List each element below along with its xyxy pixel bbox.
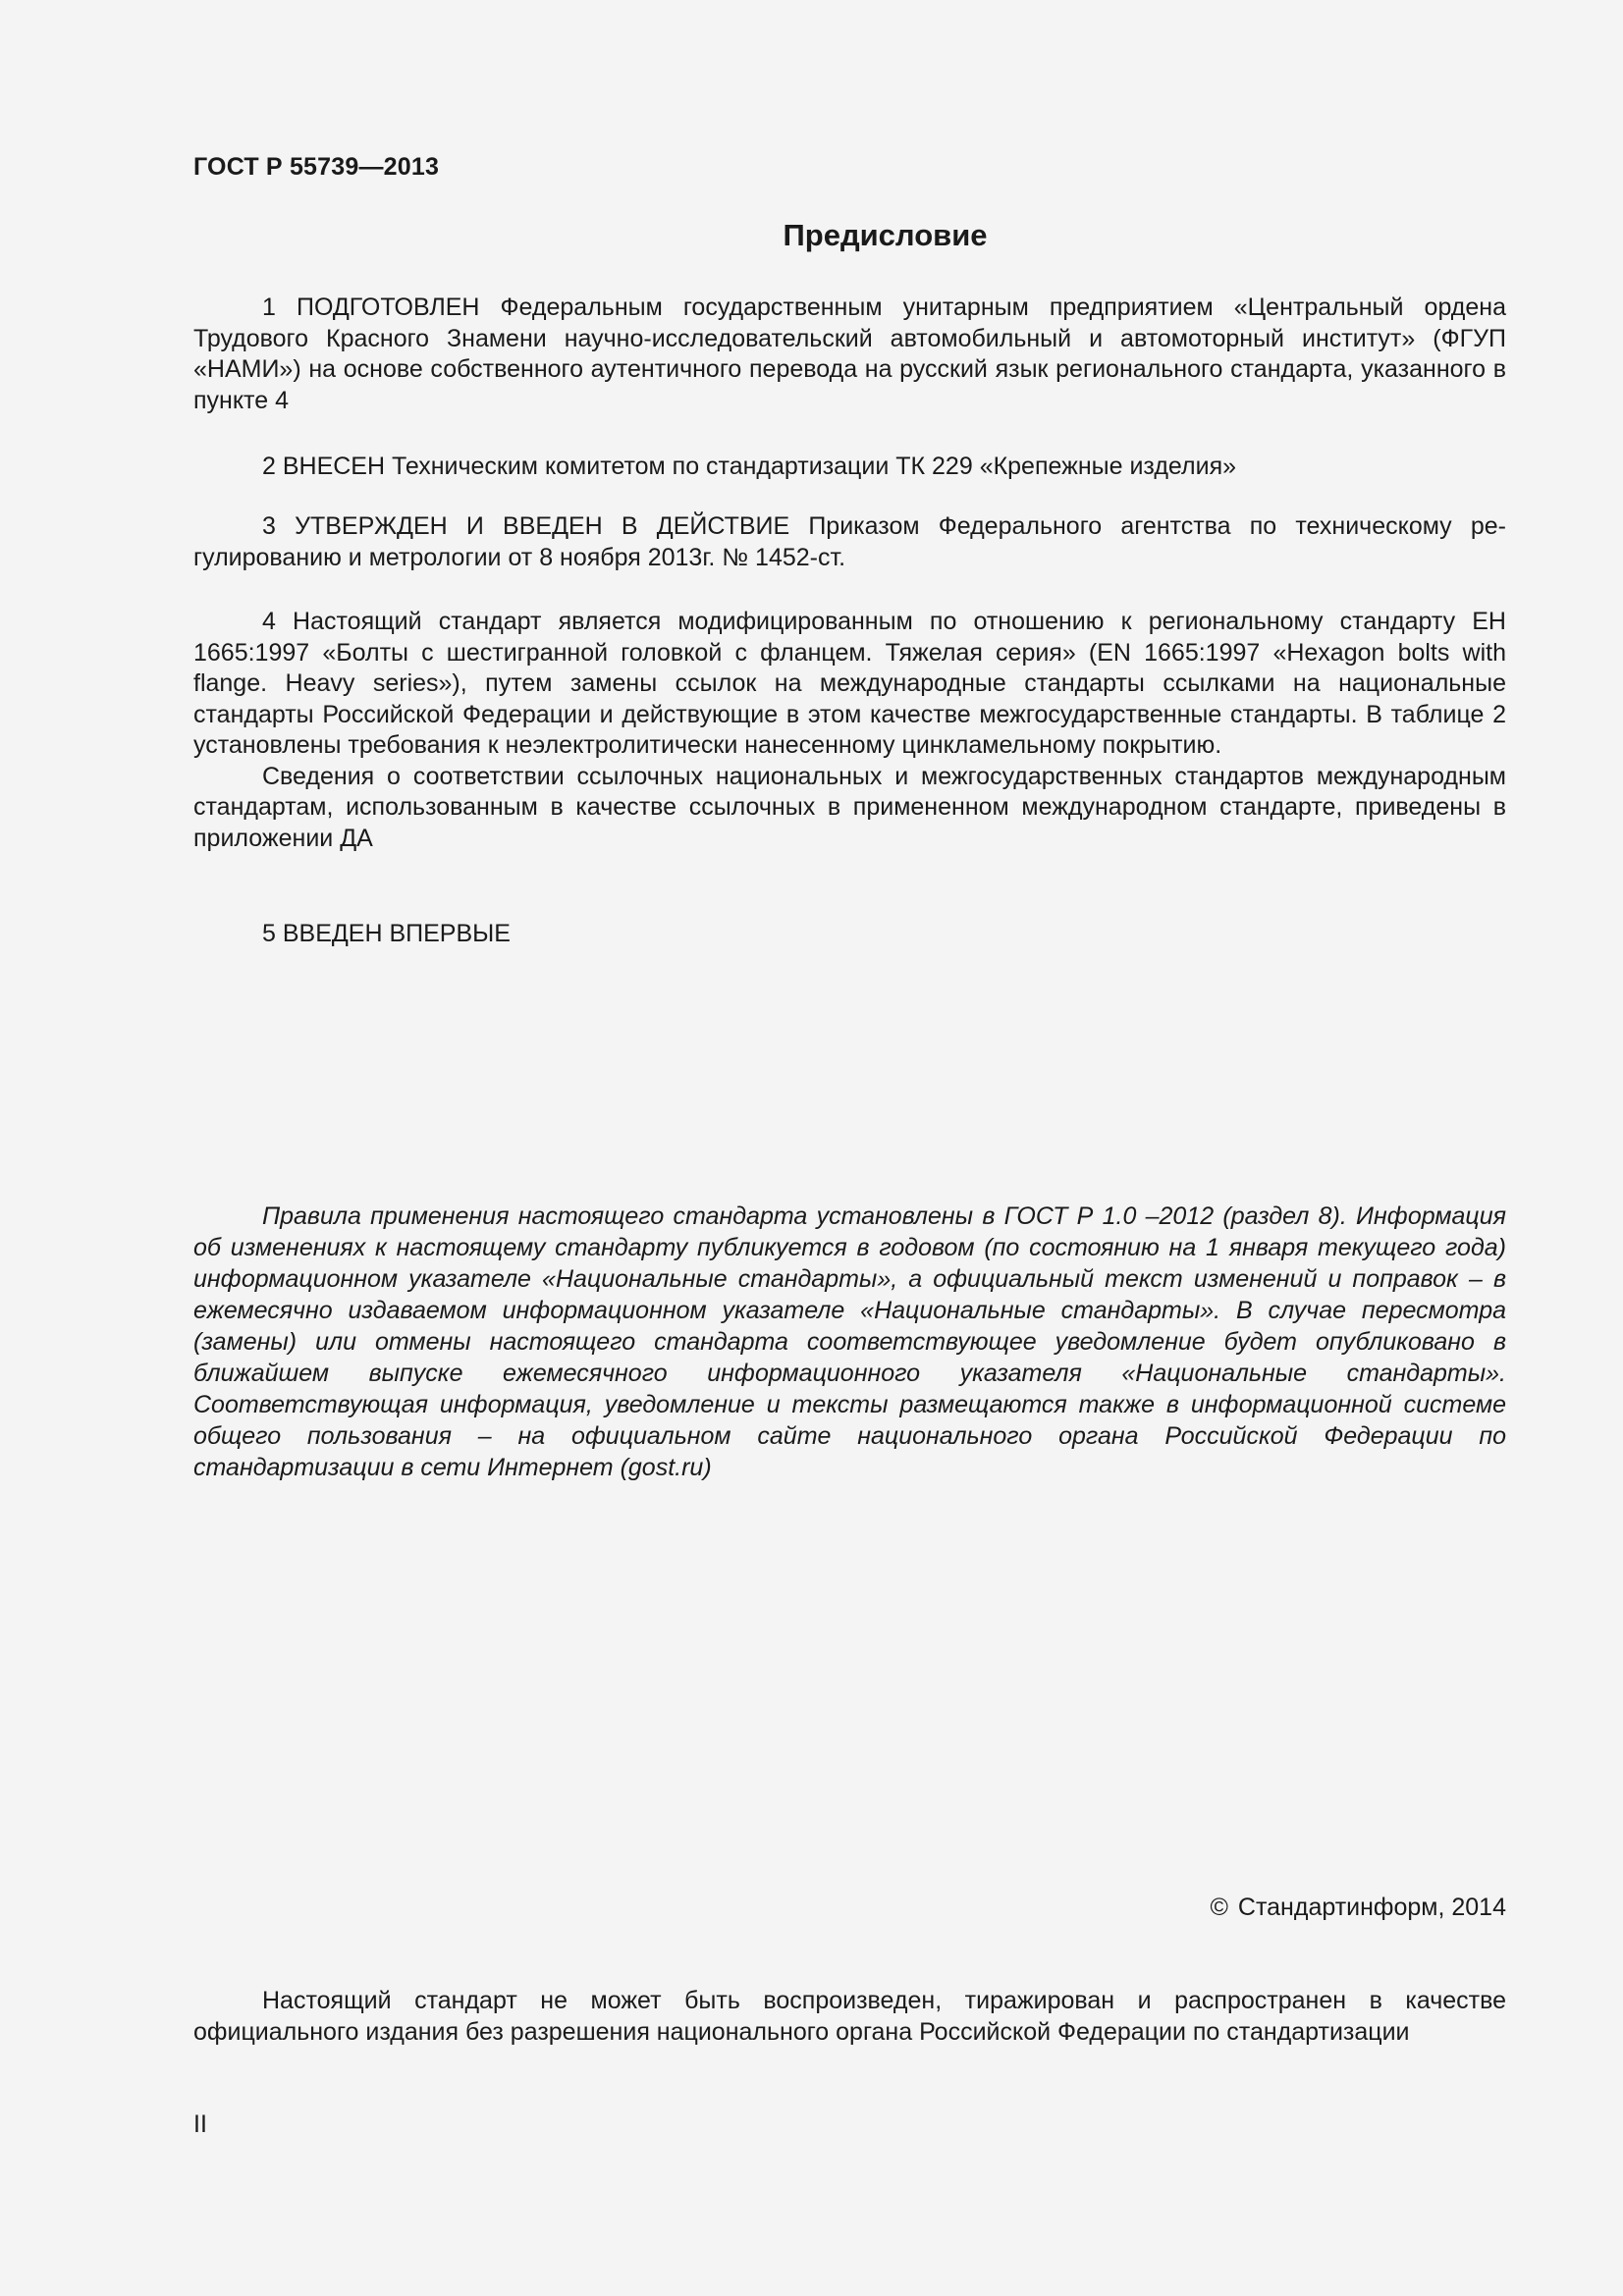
section-3-approved <box>193 511 1506 573</box>
section-5-first-introduced <box>193 919 1506 950</box>
section-2-text: 2 ВНЕСЕН Техническим комитетом по стандартизации ТК 229 «Крепежные изделия» <box>262 453 1237 480</box>
section-4-text: 4 Настоящий стандарт является модифицированным по отношению к региональному стандарту ЕН 1665:1997 «Болты с шестигранной головкой с фланцем. Тяжелая серия» (EN 1665:1997 «Hexagon bolts with flange. Heavy series»), путем замены ссылок на международные стандарты ссылками на национальные стандарты Российской Федерации и действующие в этом качестве межгосударственные стандарты. В таблице 2 установлены требования к неэлектролитически нанесенному цинкламельному покрытию. <box>193 608 1506 759</box>
document-code-header: ГОСТ Р 55739—2013 <box>193 153 440 181</box>
application-rules-block <box>193 1201 1506 1483</box>
section-3-text: 3 УТВЕРЖДЕН И ВВЕДЕН В ДЕЙСТВИЕ Приказом Федерального агентства по техническому регулированию и метрологии от 8 ноября 2013г. № 1452-ст. <box>193 512 1506 571</box>
reproduction-notice <box>193 1986 1506 2048</box>
section-2-introduced <box>193 452 1506 483</box>
copyright-text: Стандартинформ, 2014 <box>1237 1894 1506 1921</box>
application-rules-text: Правила применения настоящего стандарта установлены в ГОСТ Р 1.0 –2012 (раздел 8). Информация об изменениях к настоящему стандарту публикуется в годовом (по состоянию на 1 января текущего года) информационном указателе «Национальные стандарты», а официальный текст изменений и поправок – в ежемесячно издаваемом информационном указателе «Национальные стандарты». В случае пересмотра (замены) или отмены настоящего стандарта соответствующее уведомление будет опубликовано в ближайшем выпуске ежемесячного информационного указателя «Национальные стандарты». Соответствующая информация, уведомление и тексты размещаются также в информационной системе общего пользования – на официальном сайте национального органа Российской Федерации по стандартизации в сети Интернет (gost.ru) <box>193 1202 1506 1481</box>
section-1-prepared <box>193 293 1506 416</box>
section-5-text: 5 ВВЕДЕН ВПЕРВЫЕ <box>262 920 511 947</box>
page-title: Предисловие <box>783 218 988 252</box>
section-1-text: 1 ПОДГОТОВЛЕН Федеральным государственным унитарным предприятием «Центральный ордена Трудового Красного Знамени научно-исследовательский автомобильный и автомоторный институт» (ФГУП «НАМИ») на основе собственного аутентичного перевода на русский язык регионального стандарта, указанного в пункте 4 <box>193 294 1506 414</box>
section-4-modification <box>193 607 1506 854</box>
page-number: II <box>193 2110 207 2138</box>
section-4-references-text: Сведения о соответствии ссылочных национальных и межгосударственных стандартов международным стандартам, использованным в качестве ссылочных в примененном международном стандарте, приведены в приложении ДА <box>193 762 1506 852</box>
copyright-icon: © <box>1210 1894 1228 1921</box>
reproduction-notice-text: Настоящий стандарт не может быть воспроизведен, тиражирован и распространен в качестве официального издания без разрешения национального органа Российской Федерации по стандартизации <box>193 1987 1506 2046</box>
copyright-line <box>1211 1894 1507 1922</box>
